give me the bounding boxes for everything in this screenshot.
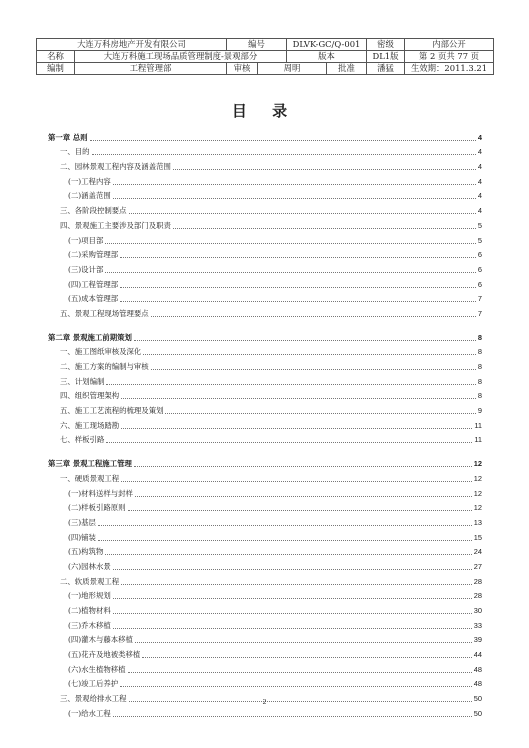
toc-entry[interactable] — [48, 401, 482, 416]
toc-entry-page: 30 — [473, 606, 482, 615]
toc-entry-label: (二)植物材料 — [68, 606, 111, 615]
toc-entry-page: 28 — [473, 576, 482, 586]
version-value: DL1版 — [367, 51, 405, 63]
toc-dot-leader — [142, 656, 471, 658]
toc-entry[interactable] — [48, 543, 482, 558]
toc-dot-leader — [113, 568, 472, 570]
version-label: 版本 — [287, 51, 367, 63]
toc-entry-page: 15 — [473, 532, 482, 542]
toc-entry-label: (六)园林水景 — [68, 561, 111, 571]
toc-entry-page: 7 — [477, 294, 482, 304]
toc-dot-leader — [113, 597, 472, 599]
toc-entry-label: (四)灌木与藤本移植 — [68, 635, 133, 645]
toc-dot-leader — [98, 524, 472, 526]
toc-entry-page: 12 — [473, 473, 482, 483]
toc-entry-label: 四、组织管理架构 — [60, 391, 120, 401]
toc-entry[interactable] — [48, 675, 482, 690]
toc-entry[interactable] — [48, 201, 482, 216]
toc-entry-label: (五)构筑物 — [68, 547, 104, 557]
toc-dot-leader — [121, 583, 472, 585]
toc-dot-leader — [90, 139, 476, 141]
toc-entry[interactable] — [48, 513, 482, 528]
toc-entry-page: 48 — [473, 679, 482, 689]
toc-entry-page: 4 — [477, 162, 482, 172]
toc-entry[interactable] — [48, 246, 482, 261]
toc-entry-page: 24 — [473, 547, 482, 557]
toc-entry[interactable] — [48, 645, 482, 660]
name-value: 大连万科施工现场品质管理制度-景观部分 — [75, 51, 287, 63]
toc-entry-label: (一)工程内容 — [68, 176, 111, 186]
toc-entry-page: 27 — [473, 561, 482, 571]
toc-dot-leader — [92, 153, 476, 155]
code-label: 编号 — [227, 39, 287, 51]
toc-entry-label: (二)样板引路原则 — [68, 503, 126, 513]
toc-entry[interactable] — [48, 431, 482, 446]
toc-entry-label: 三、各阶段控制要点 — [60, 206, 127, 216]
toc-entry-label: (五)成本管理部 — [68, 294, 119, 304]
toc-entry-page: 12 — [473, 488, 482, 498]
toc-entry-label: (七)竣工后养护 — [68, 679, 119, 689]
toc-entry-label: 一、硬质景观工程 — [60, 473, 120, 483]
toc-entry[interactable] — [48, 187, 482, 202]
toc-dot-leader — [105, 553, 471, 555]
toc-entry[interactable] — [48, 157, 482, 172]
code-value: DLVK-GC/Q-001 — [287, 39, 367, 51]
toc-entry-page: 12 — [473, 503, 482, 513]
toc-entry[interactable] — [48, 304, 482, 319]
toc-entry-page: 8 — [477, 362, 482, 371]
toc-dot-leader — [165, 412, 475, 414]
page-title: 目 录 — [231, 102, 298, 120]
toc-entry-label: 第三章 景观工程施工管理 — [48, 459, 132, 469]
toc-entry-page: 4 — [477, 191, 482, 201]
toc-entry-label: 二、施工方案的编制与审核 — [60, 362, 149, 371]
toc-entry[interactable] — [48, 616, 482, 631]
toc-entry-page: 50 — [473, 708, 482, 718]
toc-entry[interactable] — [48, 631, 482, 646]
toc-entry[interactable] — [48, 172, 482, 187]
header-row-1 — [37, 39, 494, 51]
toc-dot-leader — [113, 612, 472, 614]
toc-entry-page: 11 — [474, 420, 482, 430]
toc-dot-leader — [121, 480, 472, 482]
toc-dot-leader — [134, 339, 476, 341]
toc-entry[interactable] — [48, 290, 482, 305]
toc-dot-leader — [120, 286, 476, 288]
toc-entry-page: 4 — [477, 206, 482, 216]
toc-dot-leader — [113, 197, 476, 199]
document-header-table — [36, 38, 494, 75]
company-name: 大连万科房地产开发有限公司 — [37, 39, 227, 51]
toc-entry-label: 五、施工工艺流程的梳理及策划 — [60, 406, 164, 416]
toc-entry-label: (三)乔木移植 — [68, 620, 111, 630]
toc-entry-page: 6 — [477, 264, 482, 274]
toc-entry-label: 六、施工现场踏勘 — [60, 420, 120, 430]
toc-entry[interactable] — [48, 572, 482, 587]
toc-dot-leader — [135, 495, 472, 497]
toc-entry-label: 三、景观给排水工程 — [60, 694, 127, 704]
toc-entry-label: (一)地形规划 — [68, 591, 111, 601]
toc-dot-leader — [106, 441, 472, 443]
toc-entry[interactable] — [48, 416, 482, 431]
toc-entry-label: 一、施工图纸审核及深化 — [60, 347, 142, 357]
toc-entry[interactable] — [48, 372, 482, 387]
toc-entry-page: 5 — [477, 235, 482, 245]
toc-entry-page: 33 — [473, 620, 482, 630]
editor-label: 编制 — [37, 63, 75, 75]
toc-entry-page: 48 — [473, 664, 482, 674]
toc-entry[interactable] — [48, 557, 482, 572]
toc-entry-page: 8 — [477, 347, 482, 357]
toc-chapter-entry[interactable] — [48, 128, 482, 143]
toc-entry-page: 50 — [473, 694, 482, 704]
toc-entry-label: 七、样板引路 — [60, 435, 105, 445]
toc-entry[interactable] — [48, 528, 482, 543]
toc-entry-page: 4 — [477, 132, 482, 142]
toc-entry-label: (六)水生植物移植 — [68, 664, 126, 674]
toc-entry[interactable] — [48, 216, 482, 231]
toc-entry-page: 5 — [477, 220, 482, 230]
toc-dot-leader — [129, 212, 476, 214]
toc-entry-page: 8 — [477, 332, 482, 342]
toc-dot-leader — [134, 465, 472, 467]
approver-name: 潘猛 — [367, 63, 405, 75]
toc-dot-leader — [120, 256, 476, 258]
toc-dot-leader — [173, 227, 476, 229]
toc-entry-page: 9 — [477, 406, 482, 416]
toc-entry-page: 6 — [477, 250, 482, 260]
toc-dot-leader — [120, 685, 472, 687]
toc-entry-label: (四)铺装 — [68, 532, 96, 542]
toc-dot-leader — [121, 427, 472, 429]
toc-entry-label: (一)给水工程 — [68, 708, 111, 718]
secret-label: 密级 — [367, 39, 405, 51]
reviewer-name: 周明 — [258, 63, 327, 75]
toc-entry-page: 8 — [477, 391, 482, 401]
toc-dot-leader — [135, 641, 472, 643]
toc-entry-page: 7 — [477, 308, 482, 318]
toc-entry-label: 二、软质景观工程 — [60, 576, 120, 586]
toc-dot-leader — [105, 242, 476, 244]
toc-entry[interactable] — [48, 469, 482, 484]
toc-entry[interactable] — [48, 660, 482, 675]
toc-entry-page: 39 — [473, 635, 482, 645]
toc-entry[interactable] — [48, 260, 482, 275]
toc-entry[interactable] — [48, 357, 482, 372]
toc-dot-leader — [105, 271, 476, 273]
secret-value: 内部公开 — [405, 39, 494, 51]
toc-entry[interactable] — [48, 387, 482, 402]
toc-entry-label: (一)材料送样与封样 — [68, 488, 133, 498]
toc-chapter-entry[interactable] — [48, 328, 482, 343]
toc-entry-label: 三、计划编制 — [60, 376, 105, 386]
review-label: 审核 — [227, 63, 258, 75]
toc-entry[interactable] — [48, 343, 482, 358]
toc-entry-label: (五)花卉及地被类移植 — [68, 650, 141, 660]
toc-entry-label: 五、景观工程现场管理要点 — [60, 308, 149, 318]
toc-dot-leader — [151, 315, 476, 317]
toc-entry-page: 4 — [477, 176, 482, 186]
toc-dot-leader — [113, 715, 472, 717]
name-label: 名称 — [37, 51, 75, 63]
toc-entry-label: (三)基层 — [68, 517, 96, 527]
toc-entry-page: 6 — [477, 279, 482, 289]
toc-entry-page: 8 — [477, 376, 482, 386]
toc-entry-page: 28 — [473, 591, 482, 601]
header-row-3 — [37, 63, 494, 75]
toc-dot-leader — [151, 368, 476, 370]
toc-entry[interactable] — [48, 484, 482, 499]
toc-entry-page: 4 — [477, 147, 482, 157]
editor-value: 工程管理部 — [75, 63, 227, 75]
table-of-contents — [48, 128, 482, 719]
toc-entry-label: (三)设计部 — [68, 264, 104, 274]
toc-entry-label: 第二章 景观施工前期策划 — [48, 332, 132, 342]
toc-entry[interactable] — [48, 275, 482, 290]
page-info: 第 2 页共 77 页 — [405, 51, 494, 63]
toc-dot-leader — [128, 509, 472, 511]
toc-dot-leader — [143, 353, 476, 355]
toc-dot-leader — [121, 397, 476, 399]
toc-entry-label: (四)工程管理部 — [68, 279, 119, 289]
toc-dot-leader — [98, 539, 472, 541]
toc-dot-leader — [173, 168, 476, 170]
toc-entry-label: 二、园林景观工程内容及涵盖范围 — [60, 162, 171, 172]
toc-entry[interactable] — [48, 704, 482, 719]
toc-dot-leader — [128, 671, 472, 673]
toc-entry-label: (一)项目部 — [68, 235, 104, 245]
approve-label: 批准 — [327, 63, 367, 75]
toc-entry[interactable] — [48, 499, 482, 514]
effective-date: 生效期：2011.3.21 — [405, 63, 494, 75]
toc-dot-leader — [113, 183, 476, 185]
toc-entry-label: 第一章 总则 — [48, 132, 88, 142]
toc-entry-label: (二)涵盖范围 — [68, 191, 111, 201]
toc-entry-label: (二)采购管理部 — [68, 250, 119, 260]
toc-entry-page: 44 — [473, 650, 482, 660]
toc-dot-leader — [113, 627, 472, 629]
toc-entry-page: 11 — [474, 435, 482, 445]
page-number: 2 — [262, 697, 267, 706]
toc-entry[interactable] — [48, 587, 482, 602]
toc-dot-leader — [120, 300, 476, 302]
toc-entry-label: 四、景观施工主要涉及部门及职责 — [60, 220, 171, 230]
toc-entry-page: 13 — [473, 517, 482, 527]
toc-entry-page: 12 — [473, 459, 482, 469]
toc-dot-leader — [106, 383, 476, 385]
toc-chapter-entry[interactable] — [48, 454, 482, 469]
header-row-2 — [37, 51, 494, 63]
toc-entry[interactable] — [48, 231, 482, 246]
toc-entry[interactable] — [48, 143, 482, 158]
toc-entry[interactable] — [48, 601, 482, 616]
toc-entry-label: 一、目的 — [60, 147, 90, 157]
